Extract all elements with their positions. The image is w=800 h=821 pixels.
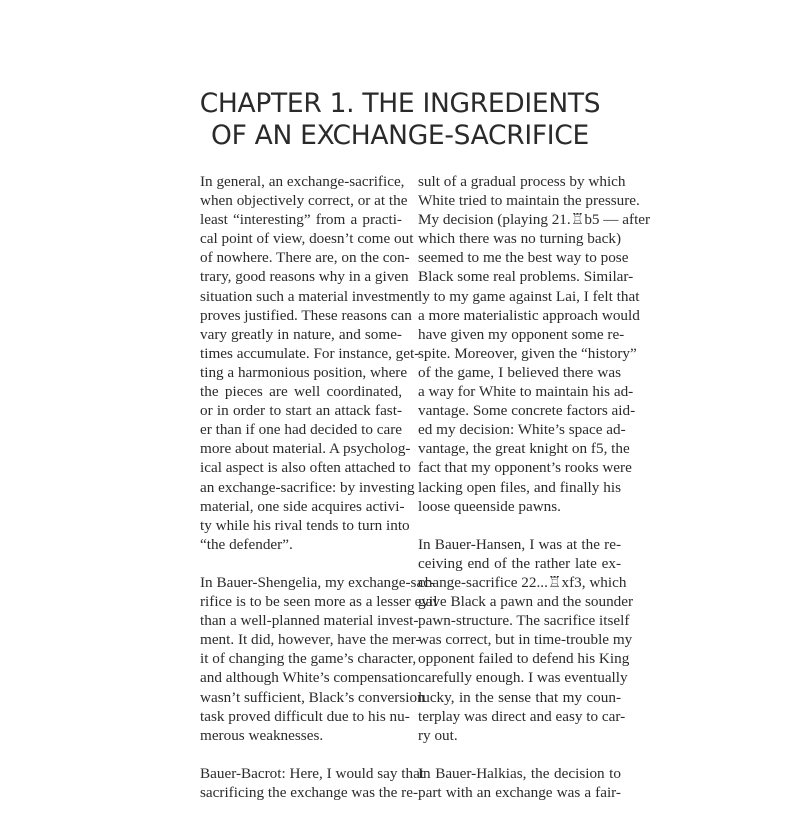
text-line: opponent failed to defend his King	[418, 650, 630, 668]
text-line: pawn-structure. The sacrifice itself	[418, 612, 630, 630]
text-line: sacrificing the exchange was the re-	[200, 784, 419, 801]
text-line: than a well-planned material invest-	[200, 612, 419, 630]
text-line: was correct, but in time-trouble my	[418, 631, 633, 649]
text-line: ting a harmonious position, where	[200, 363, 408, 381]
text-line: vary greatly in nature, and some-	[200, 325, 402, 343]
text-line: ceiving end of the rather late ex-	[418, 554, 621, 572]
paragraph	[200, 764, 425, 802]
text-line: wasn’t sufficient, Black’s conversion	[200, 688, 425, 706]
text-line: task proved difficult due to his nu-	[200, 707, 410, 725]
text-line: In Bauer-Halkias, the decision to	[418, 764, 621, 782]
text-line: cal point of view, doesn’t come out	[200, 230, 414, 248]
paragraph	[200, 172, 420, 554]
text-line: which there was no turning back)	[418, 230, 621, 248]
text-line: “the defender”.	[200, 535, 293, 553]
text-line: gave Black a pawn and the sounder	[418, 593, 634, 611]
text-line: vantage, the great knight on f5, the	[418, 440, 630, 458]
chapter-title	[0, 88, 800, 152]
text-line: My decision (playing 21.♖b5 — after	[418, 211, 651, 229]
right-text-column	[418, 172, 651, 821]
text-line: proves justified. These reasons can	[200, 306, 412, 324]
text-line: spite. Moreover, given the “history”	[418, 344, 637, 362]
chapter-title-line: OF AN EXCHANGE-SACRIFICE	[211, 120, 589, 151]
paragraph	[418, 764, 621, 802]
text-line: rifice is to be seen more as a lesser evil	[200, 593, 438, 611]
text-line: an exchange-sacrifice: by investing	[200, 478, 415, 496]
chapter-title-line: CHAPTER 1. THE INGREDIENTS	[199, 88, 601, 119]
text-line: ly to my game against Lai, I felt that	[418, 287, 640, 305]
text-line: ty while his rival tends to turn into	[200, 516, 410, 534]
text-line: vantage. Some concrete factors aid-	[418, 402, 636, 420]
text-line: when objectively correct, or at the	[200, 192, 408, 210]
text-line: Bauer-Bacrot: Here, I would say that	[200, 764, 425, 782]
text-line: the pieces are well coordinated,	[200, 383, 402, 401]
text-line: it of changing the game’s character,	[200, 650, 417, 668]
paragraph	[418, 172, 651, 516]
text-line: a more materialistic approach would	[418, 306, 640, 324]
text-line: White tried to maintain the pressure.	[418, 192, 640, 210]
text-line: loose queenside pawns.	[418, 497, 561, 515]
text-line: In general, an exchange-sacrifice,	[200, 173, 405, 190]
text-line: carefully enough. I was eventually	[418, 669, 628, 687]
text-line: more about material. A psycholog-	[200, 440, 411, 458]
text-line: In Bauer-Hansen, I was at the re-	[418, 535, 621, 553]
text-line: times accumulate. For instance, get-	[200, 344, 420, 362]
text-line: or in order to start an attack fast-	[200, 402, 402, 420]
text-line: change-sacrifice 22...♖xf3, which	[418, 573, 627, 591]
text-line: fact that my opponent’s rooks were	[418, 459, 632, 477]
text-line: lacking open files, and finally his	[418, 478, 621, 496]
text-line: least “interesting” from a practi-	[200, 211, 402, 229]
paragraph	[418, 535, 634, 745]
text-line: ed my decision: White’s space ad-	[418, 421, 626, 439]
text-line: and although White’s compensation	[200, 669, 418, 687]
text-line: have given my opponent some re-	[418, 325, 625, 343]
text-line: lucky, in the sense that my coun-	[418, 688, 621, 706]
text-line: er than if one had decided to care	[200, 421, 402, 439]
text-line: material, one side acquires activi-	[200, 497, 405, 515]
text-line: part with an exchange was a fair-	[418, 784, 621, 801]
text-line: In Bauer-Shengelia, my exchange-sac-	[200, 573, 435, 591]
text-line: situation such a material investment	[200, 287, 419, 305]
text-line: ry out.	[418, 726, 458, 744]
text-line: terplay was direct and easy to car-	[418, 707, 626, 725]
text-line: ical aspect is also often attached to	[200, 459, 411, 477]
text-line: trary, good reasons why in a given	[200, 268, 409, 286]
text-line: seemed to me the best way to pose	[418, 249, 629, 267]
text-line: Black some real problems. Similar-	[418, 268, 634, 286]
text-line: of nowhere. There are, on the con-	[200, 249, 410, 267]
text-line: merous weaknesses.	[200, 726, 324, 744]
text-line: ment. It did, however, have the mer-	[200, 631, 421, 649]
text-line: sult of a gradual process by which	[418, 173, 626, 190]
text-line: a way for White to maintain his ad-	[418, 383, 634, 401]
text-line: of the game, I believed there was	[418, 363, 621, 381]
